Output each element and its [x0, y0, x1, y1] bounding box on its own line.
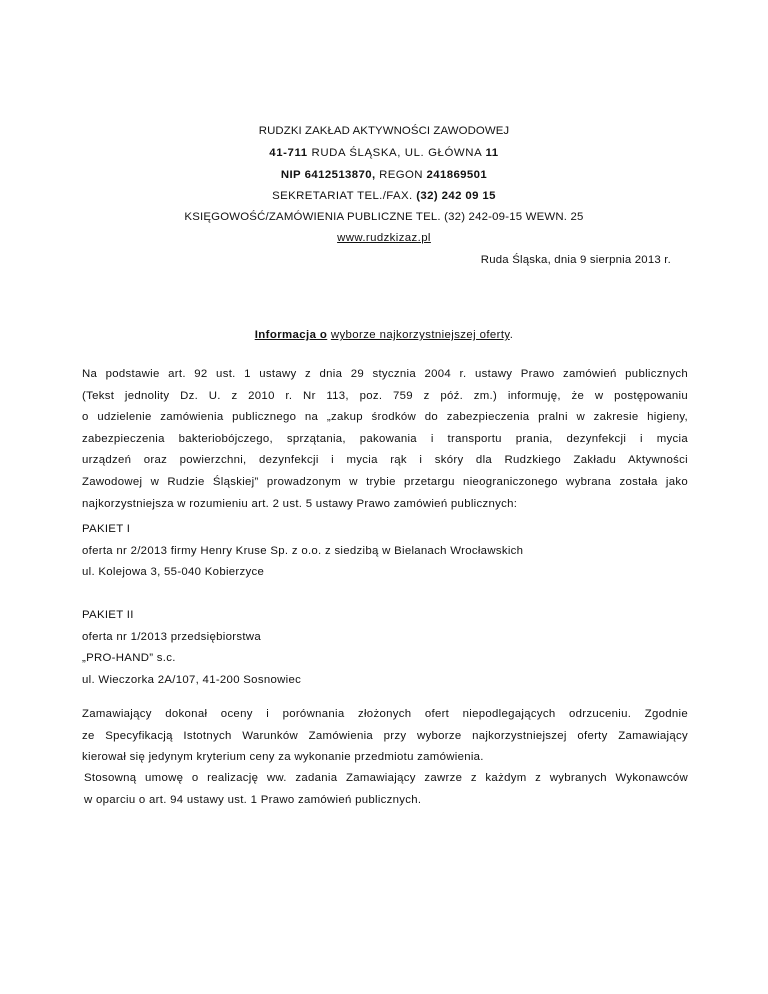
contract-line: Stosowną umowę o realizację ww. zadania Zamawiający zawrze z każdym z wybranych Wykonawców — [84, 772, 688, 784]
intro-paragraph — [82, 364, 688, 515]
intro-line: zabezpieczenia bakteriobójczego, sprzątania, pakowania i transportu prania, dezynfekcji i mycia — [82, 432, 688, 445]
street-address: RUDA ŚLĄSKA, UL. GŁÓWNA — [311, 147, 482, 159]
package-2 — [82, 605, 301, 691]
title-end: . — [509, 329, 514, 341]
secretariat-phone: (32) 242 09 15 — [416, 190, 496, 202]
intro-line: urządzeń oraz powierzchni, dezynfekcji i mycia rąk i skóry dla Rudzkiego Zakładu Aktywności — [82, 454, 688, 467]
secretariat-contact — [0, 190, 768, 202]
evaluation-line: ze Specyfikacją Istotnych Warunków Zamówienia przy wyborze najkorzystniejszej oferty Zamawiający — [82, 729, 688, 742]
regon-label: REGON — [379, 169, 423, 181]
evaluation-paragraph — [82, 704, 688, 769]
website-line — [0, 232, 768, 244]
package-line: oferta nr 2/2013 firmy Henry Kruse Sp. z o.o. z siedzibą w Bielanach Wrocławskich — [82, 544, 524, 557]
package-line: ul. Wieczorka 2A/107, 41-200 Sosnowiec — [82, 673, 302, 686]
evaluation-line: kierował się jedynym kryterium ceny za wykonanie przedmiotu zamówienia. — [82, 751, 484, 764]
house-number: 11 — [485, 147, 499, 159]
title-bold-part: Informacja o — [254, 329, 328, 341]
nip-label: NIP — [280, 169, 302, 181]
intro-line: o udzielenie zamówienia publicznego na „zakup środków do zabezpieczenia pralni w zakresie higieny, — [82, 411, 688, 424]
intro-line: (Tekst jednolity Dz. U. z 2010 r. Nr 113, poz. 759 z póź. zm.) informuję, że w postępowaniu — [82, 389, 688, 402]
website-link[interactable]: www.rudzkizaz.pl — [337, 232, 431, 244]
intro-line: najkorzystniejsza w rozumieniu art. 2 ust. 5 ustawy Prawo zamówień publicznych: — [82, 497, 518, 510]
intro-line: Na podstawie art. 92 ust. 1 ustawy z dnia 29 stycznia 2004 r. ustawy Prawo zamówień publicznych — [82, 368, 688, 380]
accounting-contact — [0, 211, 768, 223]
package-line: oferta nr 1/2013 przedsiębiorstwa — [82, 630, 261, 643]
title-rest: wyborze najkorzystniejszej oferty — [330, 329, 510, 341]
package-line: „PRO-HAND” s.c. — [82, 652, 176, 665]
regon-value: 241869501 — [426, 169, 488, 181]
document-title — [0, 329, 768, 341]
document-date: Ruda Śląska, dnia 9 sierpnia 2013 r. — [480, 254, 671, 266]
evaluation-line: Zamawiający dokonał oceny i porównania złożonych ofert niepodlegających odrzuceniu. Zgodnie — [82, 708, 688, 720]
secretariat-label: SEKRETARIAT TEL./FAX. — [272, 190, 413, 202]
company-name-text: RUDZKI ZAKŁAD AKTYWNOŚCI ZAWODOWEJ — [258, 125, 510, 137]
accounting-line: KSIĘGOWOŚĆ/ZAMÓWIENIA PUBLICZNE TEL. (32) 242-09-15 WEWN. 25 — [184, 211, 584, 223]
intro-line: Zawodowej w Rudzie Śląskiej” prowadzonym w trybie przetargu nieograniczonego wybrana została jako — [82, 475, 688, 488]
package-name: PAKIET II — [82, 609, 134, 621]
package-1 — [82, 519, 523, 584]
postcode: 41-711 — [269, 147, 308, 159]
company-name — [0, 125, 768, 137]
tax-ids — [0, 169, 768, 181]
company-address — [0, 147, 768, 159]
contract-paragraph — [82, 768, 688, 811]
nip-value: 6412513870, — [304, 169, 376, 181]
package-name: PAKIET I — [82, 523, 131, 535]
package-line: ul. Kolejowa 3, 55-040 Kobierzyce — [82, 566, 265, 579]
contract-line: w oparciu o art. 94 ustawy ust. 1 Prawo zamówień publicznych. — [84, 793, 422, 806]
